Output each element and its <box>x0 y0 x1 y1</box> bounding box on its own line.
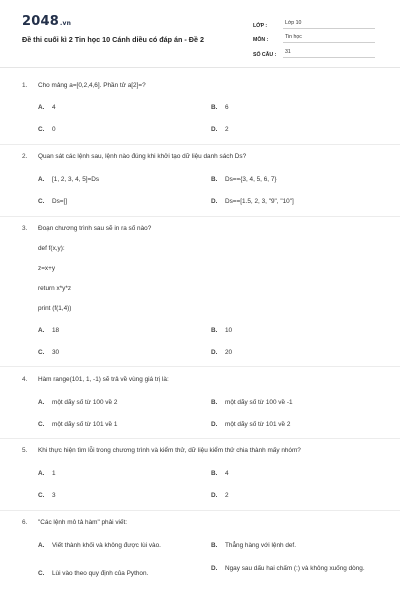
option-text: Thẳng hàng với lệnh def. <box>225 542 296 549</box>
option-letter: B. <box>211 399 218 406</box>
question-stem <box>22 446 382 455</box>
option-c[interactable] <box>38 197 198 206</box>
option-text: một dãy số từ 100 về 2 <box>52 399 118 406</box>
question-separator <box>0 510 400 511</box>
question-number: 4. <box>22 376 28 383</box>
option-letter: C. <box>38 421 45 428</box>
option-d[interactable] <box>211 197 381 206</box>
option-letter: B. <box>211 176 218 183</box>
option-text: Ds=[] <box>52 198 68 205</box>
question-text: Quan sát các lệnh sau, lệnh nào đúng khi khởi tạo dữ liệu danh sách Ds? <box>38 153 247 160</box>
option-letter: D. <box>211 421 218 428</box>
option-d[interactable] <box>211 564 383 573</box>
option-letter: C. <box>38 492 45 499</box>
code-line: return x*y*z <box>38 285 72 292</box>
option-letter: B. <box>211 104 218 111</box>
option-text: [1, 2, 3, 4, 5]=Ds <box>52 176 100 183</box>
option-letter: A. <box>38 470 45 477</box>
question-number: 3. <box>22 225 28 232</box>
code-line: def f(x,y): <box>38 245 65 252</box>
option-letter: D. <box>211 126 218 133</box>
exam-title: Đề thi cuối kì 2 Tin học 10 Cánh diều có đáp án - Đề 2 <box>22 35 204 44</box>
option-text: 10 <box>225 327 233 334</box>
option-a[interactable] <box>38 175 198 184</box>
option-letter: A. <box>38 104 45 111</box>
meta-key: LỚP : <box>253 22 268 29</box>
code-line: print (f(1,4)) <box>38 305 72 312</box>
option-letter: A. <box>38 176 45 183</box>
option-text: 4 <box>225 470 229 477</box>
option-letter: C. <box>38 570 45 577</box>
meta-value: Tin học <box>283 34 375 43</box>
option-letter: B. <box>211 327 218 334</box>
question-number: 6. <box>22 519 28 526</box>
option-text: 20 <box>225 349 233 356</box>
option-b[interactable] <box>211 398 381 407</box>
option-text: 2 <box>225 492 229 499</box>
question-5 <box>22 446 382 455</box>
code-line: z=x+y <box>38 265 56 272</box>
option-d[interactable] <box>211 491 381 500</box>
question-number: 1. <box>22 82 28 89</box>
option-letter: B. <box>211 542 218 549</box>
option-text: Lùi vào theo quy định của Python. <box>52 570 149 577</box>
option-d[interactable] <box>211 348 381 357</box>
option-a[interactable] <box>38 326 198 335</box>
question-6 <box>22 518 382 527</box>
meta-key: SỐ CÂU : <box>253 51 277 58</box>
question-text: Cho mảng a=[0,2,4,6]. Phần tử a[2]=? <box>38 82 146 89</box>
site-logo[interactable] <box>22 14 71 29</box>
question-text: "Các lệnh mô tả hàm" phải viết: <box>38 519 128 526</box>
option-letter: C. <box>38 126 45 133</box>
option-text: Ds=={3, 4, 5, 6, 7} <box>225 176 277 183</box>
option-b[interactable] <box>211 541 381 550</box>
option-letter: A. <box>38 327 45 334</box>
question-text: Khi thực hiện tìm lỗi trong chương trình và kiểm thử, dữ liệu kiểm thử chia thành mấy nhóm? <box>38 447 301 454</box>
option-letter: C. <box>38 198 45 205</box>
option-letter: A. <box>38 542 45 549</box>
option-text: 4 <box>52 104 56 111</box>
question-stem <box>22 375 382 384</box>
logo-text: 2048 <box>22 14 59 29</box>
option-text: 18 <box>52 327 60 334</box>
option-a[interactable] <box>38 469 198 478</box>
question-separator <box>0 366 400 367</box>
option-letter: A. <box>38 399 45 406</box>
question-1 <box>22 81 382 90</box>
option-d[interactable] <box>211 420 381 429</box>
option-d[interactable] <box>211 125 381 134</box>
option-b[interactable] <box>211 103 381 112</box>
option-letter: C. <box>38 349 45 356</box>
exam-header <box>0 0 400 68</box>
option-text: 1 <box>52 470 56 477</box>
meta-row-class <box>253 14 375 29</box>
question-number: 5. <box>22 447 28 454</box>
option-text: 3 <box>52 492 56 499</box>
question-stem <box>22 81 382 90</box>
option-c[interactable] <box>38 569 203 578</box>
option-a[interactable] <box>38 398 198 407</box>
question-3 <box>22 224 382 233</box>
question-text: Hàm range(101, 1, -1) sẽ trả về vùng giá trị là: <box>38 376 169 383</box>
option-text: 6 <box>225 104 229 111</box>
header-divider <box>0 67 400 68</box>
option-text: Viết thành khối và không được lùi vào. <box>52 542 161 549</box>
option-b[interactable] <box>211 326 381 335</box>
option-text: một dãy số từ 100 về -1 <box>225 399 293 406</box>
question-stem <box>22 152 382 161</box>
logo-suffix: .vn <box>59 20 72 27</box>
option-letter: D. <box>211 349 218 356</box>
option-c[interactable] <box>38 125 198 134</box>
option-text: Ds==[1.5, 2, 3, "9", "10"] <box>225 198 294 205</box>
meta-value: 31 <box>283 49 375 58</box>
option-text: 0 <box>52 126 56 133</box>
option-letter: D. <box>211 492 218 499</box>
option-a[interactable] <box>38 103 198 112</box>
question-stem <box>22 518 382 527</box>
question-stem <box>22 224 382 233</box>
question-number: 2. <box>22 153 28 160</box>
option-letter: B. <box>211 470 218 477</box>
question-separator <box>0 144 400 145</box>
option-c[interactable] <box>38 348 198 357</box>
question-4 <box>22 375 382 384</box>
question-text: Đoạn chương trình sau sẽ in ra số nào? <box>38 225 152 232</box>
option-text: một dãy số từ 101 về 1 <box>52 421 118 428</box>
option-text: một dãy số từ 101 về 2 <box>225 421 291 428</box>
option-b[interactable] <box>211 175 381 184</box>
question-2 <box>22 152 382 161</box>
option-text: 30 <box>52 349 60 356</box>
option-b[interactable] <box>211 469 381 478</box>
option-c[interactable] <box>38 420 198 429</box>
meta-key: MÔN : <box>253 37 269 43</box>
question-separator <box>0 216 400 217</box>
meta-row-subject <box>253 29 375 44</box>
option-text: 2 <box>225 126 229 133</box>
option-c[interactable] <box>38 491 198 500</box>
question-separator <box>0 438 400 439</box>
option-text: Ngay sau dấu hai chấm (:) và không xuống dòng. <box>225 565 365 572</box>
meta-row-count <box>253 43 375 58</box>
option-a[interactable] <box>38 541 203 550</box>
exam-meta <box>253 14 375 58</box>
meta-value: Lớp 10 <box>283 20 375 29</box>
option-letter: D. <box>211 198 218 205</box>
option-letter: D. <box>211 565 218 572</box>
